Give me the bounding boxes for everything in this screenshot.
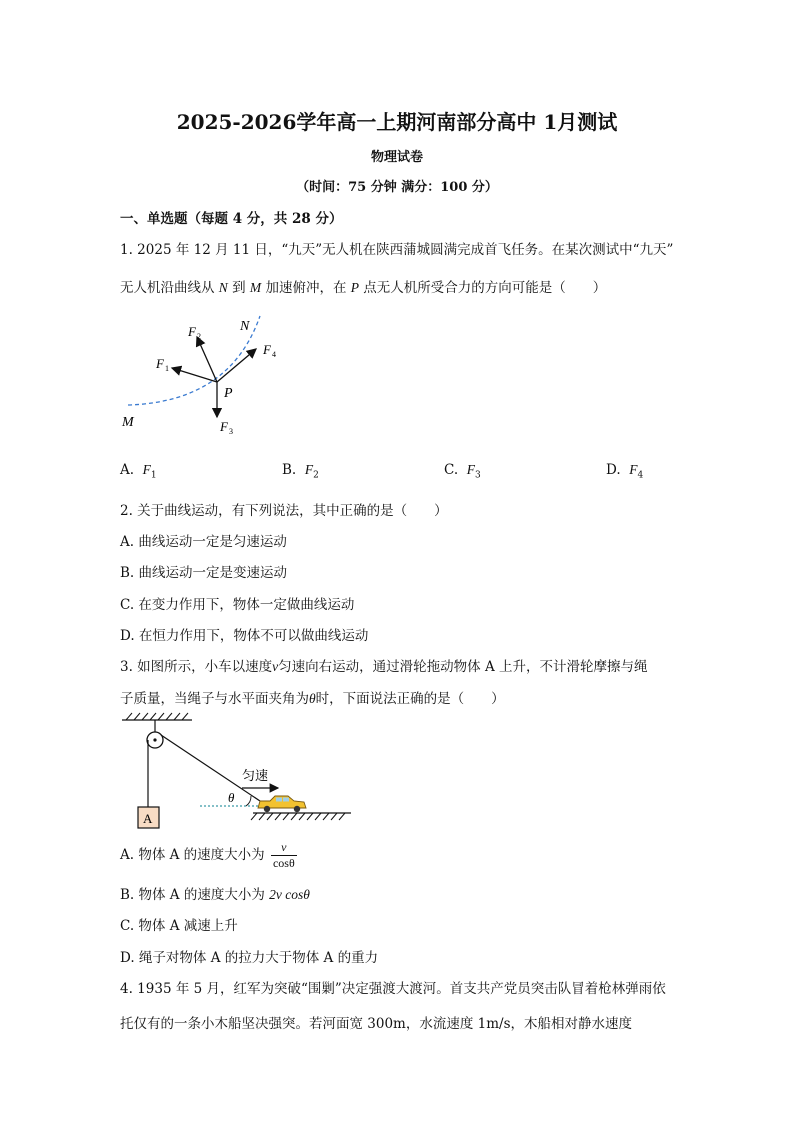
q3-speed-label: 匀速 [242, 768, 269, 783]
q3-option-c[interactable]: C. 物体 A 减速上升 [120, 918, 238, 934]
q2-option-a[interactable]: A. 曲线运动一定是匀速运动 [120, 534, 287, 550]
q1-option-c-letter: C. [444, 462, 459, 478]
q1-arrow-f4 [217, 349, 256, 382]
q3-car [258, 796, 306, 812]
q1-var-n: N [218, 280, 228, 295]
q3-line1-a: 3. 如图所示，小车以速度 [120, 659, 273, 675]
q3-line1 [120, 655, 648, 675]
q1-line2 [120, 276, 606, 296]
q3-angle-label: θ [228, 790, 235, 805]
q1-line1: 1. 2025 年 12 月 11 日，“九天”无人机在陕西蒲城圆满完成首飞任务。在某次测试中“九天” [120, 242, 674, 258]
q1-option-c[interactable] [444, 462, 481, 481]
q1-line2-b: 到 [232, 280, 246, 296]
q3-option-b[interactable] [120, 883, 310, 903]
q1-label-f4-sub: 4 [272, 350, 276, 359]
q1-label-m: M [122, 415, 134, 430]
section-heading: 一、单选题（每题 4 分，共 28 分） [120, 211, 343, 227]
q1-line2-d: 点无人机所受合力的方向可能是（ ） [363, 280, 607, 296]
q1-option-b-var: F [304, 462, 314, 477]
q1-label-f2-sub: 2 [197, 332, 201, 341]
q3-option-a[interactable] [120, 840, 297, 871]
q1-option-b[interactable] [282, 462, 319, 481]
q3-option-a-fraction [271, 840, 297, 871]
q1-line2-a: 无人机沿曲线从 [120, 280, 215, 296]
exam-time-info: （时间：75 分钟 满分：100 分） [296, 180, 498, 195]
q1-label-f1: F [156, 356, 164, 371]
q3-line2 [120, 687, 505, 707]
q1-option-c-var: F [466, 462, 475, 477]
q3-var-v: v [272, 659, 279, 674]
q1-var-p: P [350, 280, 359, 295]
q1-label-f2: F [188, 324, 196, 339]
q3-line2-b: 时，下面说法正确的是（ ） [315, 691, 505, 707]
q1-label-f4: F [263, 342, 271, 357]
q3-line2-a: 子质量，当绳子与水平面夹角为 [120, 691, 309, 707]
q4-line1: 4. 1935 年 5 月，红军为突破“围剿”决定强渡大渡河。首支共产党员突击队冒着枪林弹雨依 [120, 981, 666, 997]
q1-line2-c: 加速俯冲，在 [265, 280, 347, 296]
q1-arrow-f2 [197, 337, 217, 382]
q1-var-m: M [249, 280, 262, 295]
q1-option-d-sub: 4 [637, 470, 644, 481]
q1-figure [110, 310, 290, 440]
q3-option-d[interactable]: D. 绳子对物体 A 的拉力大于物体 A 的重力 [120, 950, 379, 966]
q1-option-c-sub: 3 [474, 470, 481, 481]
q1-label-f3-sub: 3 [229, 427, 233, 436]
q1-option-a-letter: A. [120, 462, 135, 478]
q2-option-d[interactable]: D. 在恒力作用下，物体不可以做曲线运动 [120, 628, 369, 644]
q2-stem: 2. 关于曲线运动，有下列说法，其中正确的是（ ） [120, 503, 448, 519]
q2-option-c[interactable]: C. 在变力作用下，物体一定做曲线运动 [120, 597, 355, 613]
q1-option-d-letter: D. [606, 462, 621, 478]
q1-option-d-var: F [629, 462, 638, 477]
q3-var-theta: θ [309, 691, 316, 706]
q1-option-a-var: F [142, 462, 151, 477]
q3-figure [118, 710, 358, 835]
q3-box-label: A [143, 811, 153, 826]
q1-label-f3: F [220, 419, 228, 434]
q3-option-a-num: v [271, 840, 297, 856]
q3-option-b-text: B. 物体 A 的速度大小为 [120, 887, 265, 903]
q1-option-d[interactable] [606, 462, 643, 481]
q1-option-b-letter: B. [282, 462, 297, 478]
q3-option-a-den: cosθ [272, 856, 295, 870]
q1-label-p: P [224, 386, 233, 401]
q1-arrow-f1 [172, 368, 217, 382]
q4-line2: 托仅有的一条小木船坚决强突。若河面宽 300m，水流速度 1m/s，木船相对静水速度 [120, 1016, 633, 1032]
q1-label-f1-sub: 1 [165, 364, 169, 373]
q3-option-b-formula: 2v cosθ [269, 887, 310, 902]
exam-title: 2025-2026学年高一上期河南部分高中 1月测试 [176, 110, 618, 134]
q1-option-a[interactable] [120, 462, 157, 481]
exam-subtitle: 物理试卷 [370, 150, 423, 165]
q2-option-b[interactable]: B. 曲线运动一定是变速运动 [120, 565, 288, 581]
q1-label-n: N [240, 319, 250, 334]
q3-line1-b: 匀速向右运动，通过滑轮拖动物体 A 上升，不计滑轮摩擦与绳 [278, 659, 648, 675]
q1-option-b-sub: 2 [313, 470, 319, 481]
q1-option-a-sub: 1 [150, 470, 157, 481]
q3-option-a-text: A. 物体 A 的速度大小为 [120, 847, 265, 863]
